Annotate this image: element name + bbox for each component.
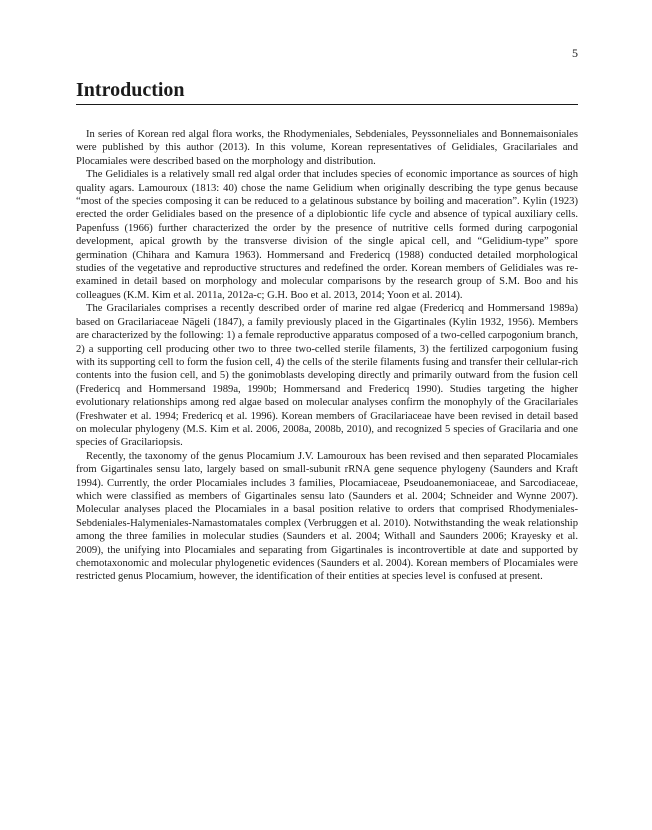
paragraph-gracilariales: The Gracilariales comprises a recently described order of marine red algae (Fredericq and Hommersand 1989a) based on Gracilariaceae Nägeli (1847), a family previously placed in the Gigartinales (Kylin 1932, 1956). Members are characterized by the following: 1) a female reproductive apparatus composed of a two-celled carpogonium branch, 2) a supporting cell producing other two to three two-celled sterile filaments, 3) the fertilized carpogonium fusing with its supporting cell to form the fusion cell, 4) the cells of the sterile filaments fusing and transfer their cellular-rich contents into the fusion cell, and 5) the gonimoblasts developing directly and primarily outward from the fusion cell (Fredericq and Hommersand 1989a, 1990b; Hommersand and Fredericq 1990). Studies targeting the higher evolutionary relationships among red algae based on molecular analyses confirm the monophyly of the Gracilariales (Freshwater et al. 1994; Fredericq et al. 1996). Korean members of Gracilariaceae have been revised in detail based on molecular phylogeny (M.S. Kim et al. 2006, 2008a, 2008b, 2010), and recognized 5 species of Gracilaria and one species of Gracilariopsis. (76, 303, 578, 449)
paragraph-gelidiales: The Gelidiales is a relatively small red algal order that includes species of economic importance as sources of high quality agars. Lamouroux (1813: 40) chose the name Gelidium when originally describing the type genus because “most of the species composing it can be reduced to a gelatinous substance by boiling and maceration”. Kylin (1923) erected the order Gelidiales based on the presence of a diplobiontic life cycle and absence of typical auxiliary cells. Papenfuss (1966) further characterized the order by the presence of nutritive cells formed during carpogonial development, apical growth by the transverse division of the single apical cell, and “Gelidium-type” spore germination (Chihara and Kamura 1963). Hommersand and Fredericq (1988) conducted detailed morphological studies of the vegetative and reproductive structures and redefined the order. Korean members of Gelidiales was re-examined in detail based on morphology and molecular comparisons by the research group of S.M. Boo and his colleagues (K.M. Kim et al. 2011a, 2012a-c; G.H. Boo et al. 2013, 2014; Yoon et al. 2014). (76, 169, 578, 301)
paragraph-intro: In series of Korean red algal flora works, the Rhodymeniales, Sebdeniales, Peyssonneliales and Bonnemaisoniales were published by this author (2013). In this volume, Korean representatives of Gelidiales, Gracilariales and Plocamiales were described based on the morphology and distribution. (76, 129, 578, 167)
title-underline-rule (76, 104, 578, 105)
paragraph-plocamiales: Recently, the taxonomy of the genus Plocamium J.V. Lamouroux has been revised and then separated Plocamiales from Gigartinales sensu lato, largely based on small-subunit rRNA gene sequence phylogeny (Saunders and Kraft 1994). Currently, the order Plocamiales includes 3 families, Plocamiaceae, Pseudoanemoniaceae, and Sarcodiaceae, which were classified as members of Gigartinales sensu lato (Saunders et al. 2004; Schneider and Wynne 2007). Molecular analyses placed the Plocamiales in a basal position relative to orders that comprised Rhodymeniales-Sebdeniales-Halymeniales-Namastomatales complex (Verbruggen et al. 2010). Notwithstanding the weak relationship among the three families in molecular studies (Saunders et al. 2004; Withall and Saunders 2006; Krayesky et al. 2009), the unifying into Plocamiales and separating from Gigartinales is incontrovertible at date and supported by chemotaxonomic and molecular phylogenetic evidences (Saunders et al. 2004). Korean members of Plocamiales were restricted genus Plocamium, however, the identification of their entities at species level is confused at present. (76, 450, 578, 583)
page-number: 5 (572, 46, 578, 60)
body-text (76, 128, 578, 584)
chapter-title: Introduction (76, 79, 185, 101)
